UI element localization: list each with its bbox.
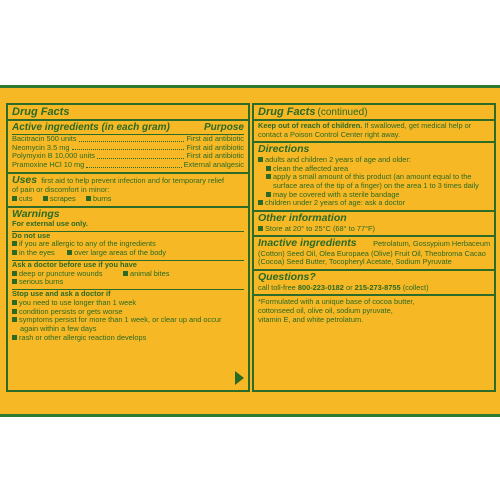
formulation-note: *Formulated with a unique base of cocoa butter, [258,297,415,307]
do-not-use-header: Do not use [12,230,51,240]
bullet-square [43,196,48,201]
bullet-square [12,300,17,305]
purpose-header: Purpose [203,121,244,133]
bullet-square [12,309,17,314]
bullet-square [86,196,91,201]
phone-number-collect: 215-273-8755 [354,282,401,292]
external-use-warning: For external use only. [12,218,88,228]
uses-header: Uses [12,173,38,186]
drug-facts-title: Drug Facts [12,106,70,118]
inactive-ingredients-header: Inactive ingredients [258,237,357,250]
warnings-header: Warnings [12,207,60,220]
directions-header: Directions [258,143,310,156]
uses-text-2: of pain or discomfort in minor: [12,185,110,195]
bullet-square [266,192,271,197]
bullet-square [258,157,263,162]
ingredient-row: Polymyxin B 10,000 units First aid antibiotic [12,151,244,161]
bullet-square [12,196,17,201]
bullet-square [12,250,17,255]
ingredient-row: Pramoxine HCl 10 mg External analgesic [12,159,244,169]
drug-facts-continued-title: Drug Facts [258,106,316,118]
bullet-square [12,279,17,284]
other-information-header: Other information [258,212,347,225]
drug-facts-panel-right: Drug Facts (continued) Keep out of reach of children. If swallowed, get medical help or contact a Poison Control Center right away. Directions adults and children 2 years of age and older: clean the affected area apply a small amount of this product (an amount equal to the surface area of the tip of a finger) on the area 1 to 3 times daily may be covered with a sterile bandage children under 2 years of age: ask a doctor Other information Store at 20° to 25°C (68° to 77°F) Inactive ingredients Petrolatum, Gossypium Herbaceum (Cotton) Seed Oil, Olea Europaea (Olive) Fruit Oil, Theobroma Cacao (Cocoa) Seed Butter, Tocopheryl Acetate, Sodium Pyruvate Questions? call toll-free 800-223-0182 or 215-273-8755 (collect) *Formulated with a unique base of cocoa butter, cottonseed oil, olive oil, sodium pyruvate, vitamin E, and white petrolatum. [252,103,496,392]
bullet-square [123,271,128,276]
bullet-square [12,317,17,322]
bullet-square [12,335,17,340]
stop-use-header: Stop use and ask a doctor if [12,289,111,299]
ingredient-row: Bacitracin 500 units First aid antibiotic [12,133,244,143]
questions-header: Questions? [258,271,316,284]
bullet-square [258,226,263,231]
ask-doctor-header: Ask a doctor before use if you have [12,259,137,269]
drug-facts-panel-left: Drug Facts Active ingredients (in each gram) Purpose Bacitracin 500 units First aid antibiotic Neomycin 3.5 mg First aid antibiotic Polymyxin B 10,000 units First aid antibiotic Pramoxine HCl 10 mg External analgesic Uses first aid to help prevent infection and for temporary relief of pain or discomfort in minor: cuts scrapes burns Warnings For external use only. Do not use if you are allergic to any of the ingredients in the eyes over large areas of the body Ask a doctor before use if you have deep or puncture wounds animal bites serious burns Stop use and ask a doctor if you need to use longer than 1 week condition persists or gets worse symptoms persist for more than 1 week, or clear up and occur again within a few days rash or other allergic reaction develops [6,103,250,392]
continue-arrow-icon [235,371,244,385]
uses-text: first aid to help prevent infection and for temporary relief [41,175,225,185]
active-ingredients-header: Active ingredients (in each gram) [12,121,170,133]
phone-number-tollfree: 800-223-0182 [297,282,344,292]
bullet-square [258,200,263,205]
bullet-square [266,174,271,179]
ingredient-row: Neomycin 3.5 mg First aid antibiotic [12,142,244,152]
bullet-square [12,241,17,246]
bullet-square [266,166,271,171]
bullet-square [12,271,17,276]
bullet-square [67,250,72,255]
keep-out-of-reach: Keep out of reach of children. [258,120,363,130]
